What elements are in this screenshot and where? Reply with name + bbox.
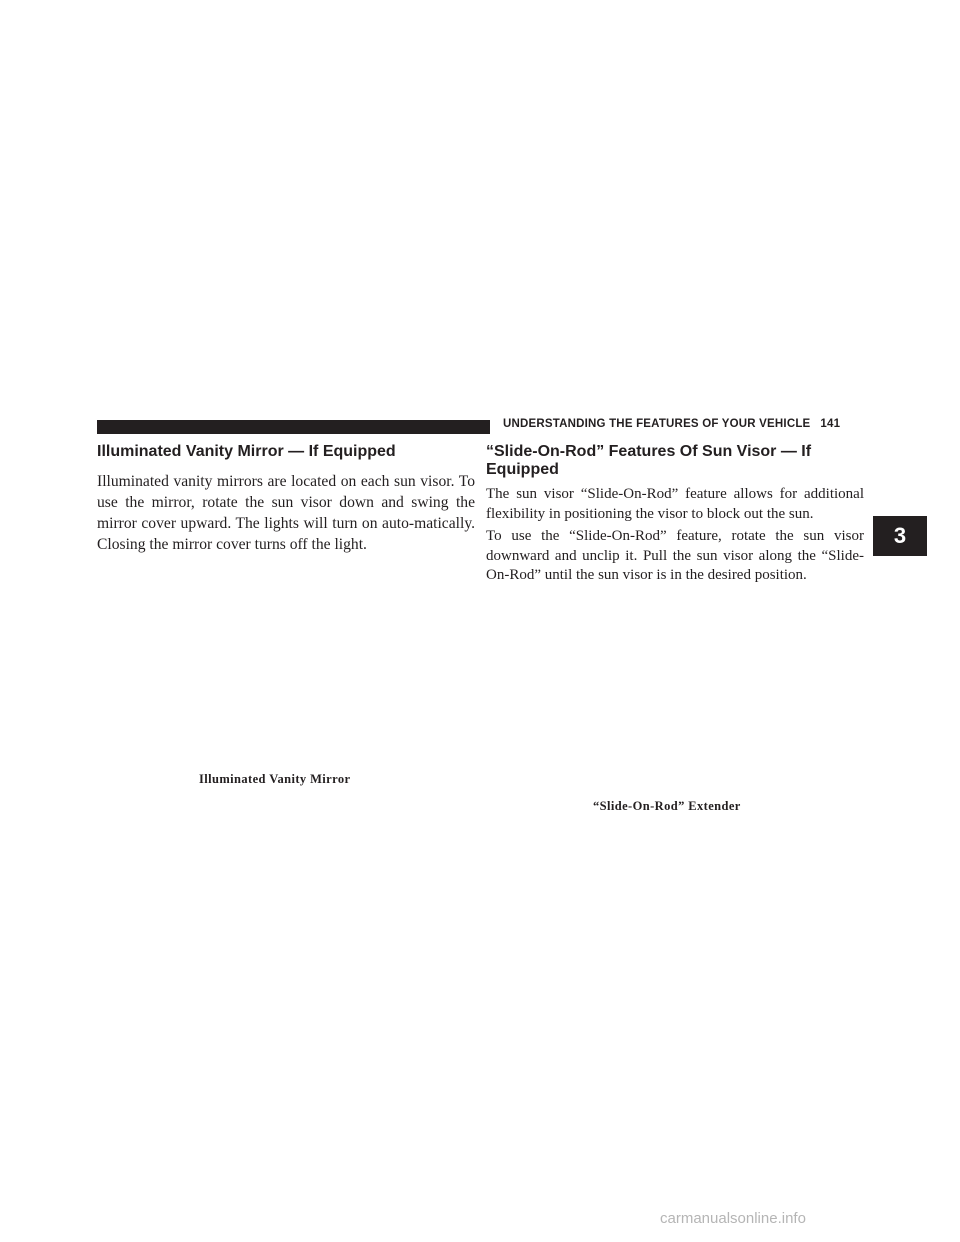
header-rule (97, 420, 490, 434)
slide-on-rod-figure (486, 590, 864, 790)
left-column (97, 443, 475, 555)
chapter-tab: 3 (873, 516, 927, 556)
header-title: UNDERSTANDING THE FEATURES OF YOUR VEHICLE (503, 418, 811, 430)
section-paragraph-2: To use the “Slide-On-Rod” feature, rotate the sun visor downward and unclip it. Pull the sun visor along the “Slide-On-Rod” until the sun visor is in the desired position. (486, 528, 864, 583)
section-heading-slide-on-rod: “Slide-On-Rod” Features Of Sun Visor — If Equipped (486, 443, 812, 478)
section-body-vanity-mirror: Illuminated vanity mirrors are located on each sun visor. To use the mirror, rotate the sun visor down and swing the mirror cover upward. The lights will turn on auto-matically. Closing the mirror cover turns off the light. (97, 473, 475, 553)
vanity-mirror-figure (97, 560, 475, 760)
right-column (486, 443, 864, 586)
running-header (503, 418, 863, 430)
watermark: carmanualsonline.info (660, 1210, 806, 1227)
figure-caption-slide-on-rod: “Slide-On-Rod” Extender (593, 799, 741, 813)
figure-caption-vanity-mirror: Illuminated Vanity Mirror (199, 772, 351, 786)
section-paragraph-1: The sun visor “Slide-On-Rod” feature allows for additional flexibility in positioning the visor to block out the sun. (486, 486, 864, 522)
page-number: 141 (820, 418, 841, 430)
section-heading-vanity-mirror: Illuminated Vanity Mirror — If Equipped (97, 443, 396, 460)
